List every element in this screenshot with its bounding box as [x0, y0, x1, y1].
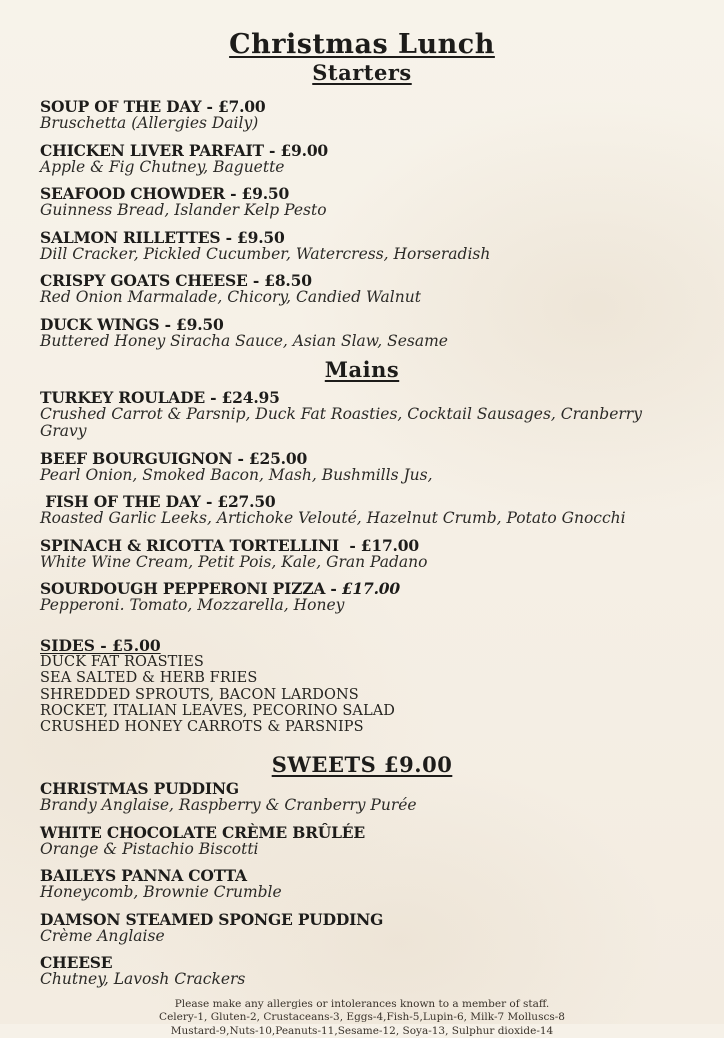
- sides-line: SHREDDED SPROUTS, BACON LARDONS: [40, 686, 359, 703]
- item-name: CRISPY GOATS CHEESE - £8.50: [40, 271, 312, 290]
- item-description: Red Onion Marmalade, Chicory, Candied Walnut: [40, 288, 421, 306]
- menu-item: [40, 98, 684, 132]
- item-description: White Wine Cream, Petit Pois, Kale, Gran Padano: [40, 552, 428, 571]
- menu-item: [40, 824, 684, 858]
- section-heading-mains: Mains: [324, 357, 400, 382]
- menu-item: [40, 185, 684, 219]
- menu-item: [40, 580, 684, 614]
- item-description: Roasted Garlic Leeks, Artichoke Velouté, Hazelnut Crumb, Potato Gnocchi: [40, 509, 626, 527]
- item-description: Bruschetta (Allergies Daily): [40, 114, 259, 132]
- menu-item: [40, 911, 684, 945]
- sides-line: SEA SALTED & HERB FRIES: [40, 670, 258, 687]
- section-heading-starters: Starters: [312, 60, 412, 85]
- item-price: £17.00: [341, 579, 400, 598]
- menu-item: [40, 389, 684, 440]
- sides-line: DUCK FAT ROASTIES: [40, 654, 204, 670]
- item-description: Orange & Pistachio Biscotti: [40, 839, 259, 858]
- item-description: Guinness Bread, Islander Kelp Pesto: [40, 201, 327, 219]
- item-description: Crème Anglaise: [40, 926, 165, 945]
- sides-line: ROCKET, ITALIAN LEAVES, PECORINO SALAD: [40, 702, 396, 719]
- menu-item: [40, 954, 684, 988]
- menu-item: [40, 493, 684, 527]
- menu-item: [40, 316, 684, 350]
- item-description: Buttered Honey Siracha Sauce, Asian Slaw, Sesame: [40, 331, 448, 350]
- menu-item: [40, 537, 684, 571]
- menu-item: [40, 272, 684, 306]
- section-heading-sweets: SWEETS £9.00: [271, 752, 453, 778]
- item-name: SPINACH & RICOTTA TORTELLINI - £17.00: [40, 535, 419, 555]
- item-description: Dill Cracker, Pickled Cucumber, Watercress, Horseradish: [40, 244, 491, 263]
- menu-item: [40, 142, 684, 176]
- item-description: Pepperoni. Tomato, Mozzarella, Honey: [40, 596, 345, 614]
- sides-heading: SIDES - £5.00: [40, 636, 161, 655]
- item-name: [40, 580, 684, 597]
- item-name: SOUP OF THE DAY - £7.00: [40, 97, 266, 116]
- item-name: TURKEY ROULADE - £24.95: [40, 388, 280, 407]
- item-description: Chutney, Lavosh Crackers: [40, 970, 246, 989]
- item-name-text: SOURDOUGH PEPPERONI PIZZA -: [40, 579, 342, 598]
- item-name: SEAFOOD CHOWDER - £9.50: [40, 184, 290, 203]
- footer-line: Mustard-9,Nuts-10,Peanuts-11,Sesame-12, Soya-13, Sulphur dioxide-14: [170, 1024, 554, 1037]
- item-description: Apple & Fig Chutney, Baguette: [40, 157, 285, 176]
- item-description: Pearl Onion, Smoked Bacon, Mash, Bushmills Jus,: [40, 465, 433, 484]
- item-name: WHITE CHOCOLATE CRÈME BRÛLÉE: [40, 822, 366, 842]
- item-name: DUCK WINGS - £9.50: [40, 314, 224, 334]
- allergies-footer: [40, 998, 684, 1038]
- footer-line: Celery-1, Gluten-2, Crustaceans-3, Eggs-4,Fish-5,Lupin-6, Milk-7 Molluscs-8: [159, 1011, 565, 1024]
- section-sweets: [40, 780, 684, 988]
- sides-line: CRUSHED HONEY CARROTS & PARSNIPS: [40, 719, 364, 736]
- menu-item: [40, 229, 684, 263]
- section-mains: [40, 389, 684, 614]
- item-description: Crushed Carrot & Parsnip, Duck Fat Roasties, Cocktail Sausages, Cranberry Gravy: [40, 405, 642, 440]
- item-name: CHICKEN LIVER PARFAIT - £9.00: [40, 140, 328, 160]
- menu-item: [40, 867, 684, 901]
- item-description: Brandy Anglaise, Raspberry & Cranberry Purée: [40, 796, 417, 815]
- item-name: CHEESE: [40, 953, 113, 973]
- item-name: BAILEYS PANNA COTTA: [40, 866, 247, 886]
- item-name: SALMON RILLETTES - £9.50: [40, 227, 285, 247]
- section-sides: [40, 637, 684, 735]
- item-name: DAMSON STEAMED SPONGE PUDDING: [40, 909, 384, 929]
- menu-item: [40, 780, 684, 814]
- section-starters: [40, 98, 684, 350]
- menu-item: [40, 450, 684, 484]
- item-name: FISH OF THE DAY - £27.50: [40, 492, 276, 511]
- footer-line: Please make any allergies or intolerances known to a member of staff.: [174, 997, 550, 1010]
- item-name: BEEF BOURGUIGNON - £25.00: [40, 448, 308, 468]
- page-title: Christmas Lunch: [229, 29, 495, 60]
- item-description: Honeycomb, Brownie Crumble: [40, 883, 282, 902]
- item-name: CHRISTMAS PUDDING: [40, 779, 239, 799]
